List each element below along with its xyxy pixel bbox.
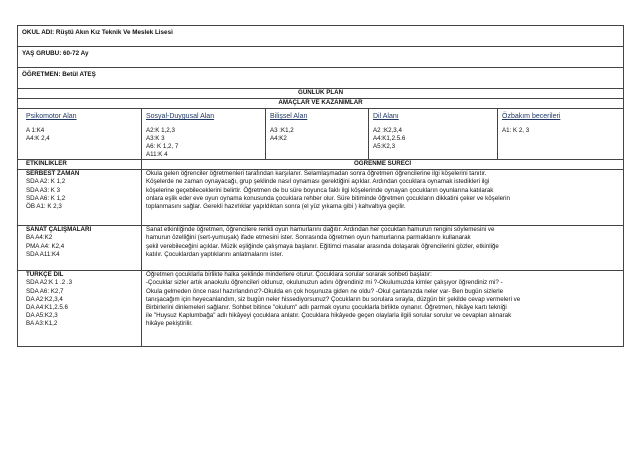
process-line: Öğretmen çocuklarla birlikte halka şeklinde minderlere oturur. Çocuklara sorular sorarak sohbeti başlatır: <box>146 271 432 279</box>
area-code: A3 :K1,2 <box>270 127 294 134</box>
process-column-header: ÖĞRENME SÜRECİ <box>142 160 624 170</box>
area-code: A1: K 2, 3 <box>502 127 530 134</box>
activity-code: SDA A11:K4 <box>26 250 60 258</box>
activity-free-time <box>18 170 142 226</box>
age-group: YAŞ GRUBU: 60-72 Ay <box>18 47 624 68</box>
activity-title: SANAT ÇALIŞMALARI <box>26 226 92 234</box>
area-title: Psikomotor Alan <box>26 113 77 120</box>
process-line: tanışacağım için heyecanlandım, siz bugün neler hissediyorsunuz? Çocukların bu sorulara sırayla, düzgün bir şekilde cevap vermeleri ve <box>146 295 521 303</box>
area-code: A2 :K2,3,4 <box>373 127 402 134</box>
activity-code: PMA A4: K2,4 <box>26 242 65 250</box>
area-code: A2:K 1,2,3 <box>146 127 175 134</box>
process-line: Okula gelen öğrenciler öğretmenleri tarafından karşılanır. Selamlaşmadan sonra öğretmen öğrencilerine ilgi köşelerini tanıtır. <box>146 170 487 178</box>
process-line: şekil verebileceğini açıklar. Müzik eşliğinde çalışmaya başlanır. Eğitimci masalar arasında dolaşarak öğrencilerini gözler, etkinliğe <box>146 242 499 250</box>
activity-turkish-language <box>18 271 142 347</box>
plan-title: GÜNLÜK PLAN <box>18 89 624 99</box>
area-social-emotional <box>142 109 266 160</box>
process-line: hikâye pekiştirilir. <box>146 319 193 327</box>
area-code: A4:K 2,4 <box>26 135 50 143</box>
process-line: toplanmasını sağlar. Gerekli hazırlıklar yapıldıktan sonra (el yüz yıkama gibi ) kahvaltıya geçilir. <box>146 202 406 210</box>
goals-title: AMAÇLAR VE KAZANIMLAR <box>18 99 624 109</box>
activity-code: SDA A6: K2,7 <box>26 287 64 295</box>
area-code: A6: K 1,2, 7 <box>146 143 179 151</box>
activity-code: BA A4:K2 <box>26 234 53 242</box>
area-title: Bilişsel Alan <box>270 113 308 120</box>
area-language <box>369 109 498 160</box>
process-line: Okula gelmeden önce nasıl hazırlandınız?-Okulda en çok hoşunuza giden ne oldu? -Okul çantanızda neler var- Ben bugün sizlerle <box>146 287 504 295</box>
school-name: OKUL ADI: Rüştü Akın Kız Teknik Ve Meslek Lisesi <box>18 26 624 47</box>
process-line: -Çocuklar sizler artık anaokulu öğrencileri oldunuz, okulunuzun adını öğrendiniz mi ?-Okulumuzda kimler çalışıyor öğrendiniz mi? - <box>146 279 503 287</box>
process-free-time <box>142 170 624 226</box>
process-line: hamurun özelliğini (sert-yumuşak) ifade etmesini ister. Sonrasında öğretmen oyun hamurlarına parmaklarını kullanarak <box>146 234 471 242</box>
area-title: Özbakım becerileri <box>502 113 561 120</box>
activity-code: SDA A3: K 3 <box>26 186 61 194</box>
area-cognitive <box>266 109 369 160</box>
area-title: Sosyal-Duygusal Alan <box>146 113 215 120</box>
activity-title: SERBEST ZAMAN <box>26 170 80 178</box>
teacher-name: ÖĞRETMEN: Betül ATEŞ <box>18 68 624 89</box>
process-line: ile "Huysuz Kaplumbağa" adlı hikâyeyi çocuklara anlatır. Çocuklara hikâyede geçen olaylarla ilgili sorular sorulur ve cevapları alınarak <box>146 311 512 319</box>
activity-code: SDA A2:K 1 .2 .3 <box>26 279 73 287</box>
area-code: A11:K 4 <box>146 151 168 159</box>
area-code: A 1:K4 <box>26 127 45 134</box>
process-turkish-language <box>142 271 624 347</box>
area-title: Dil Alanı <box>373 113 399 120</box>
activity-code: SDA A2: K 1,2 <box>26 178 66 186</box>
area-self-care <box>498 109 624 160</box>
activity-code: DA A2:K2,3,4 <box>26 295 63 303</box>
area-code: A5:K2,3 <box>373 143 396 151</box>
process-line: katılır. Çocuklardan yaptıklarını anlatmalarını ister. <box>146 250 284 258</box>
area-code: A4:K2 <box>270 135 287 143</box>
activity-code: DA A5:K2,3 <box>26 311 58 319</box>
plan-table <box>17 25 624 347</box>
process-art <box>142 226 624 271</box>
activity-code: BA A3:K1,2 <box>26 319 58 327</box>
activity-art <box>18 226 142 271</box>
process-line: Köşelerde ne zaman oynayacağı, grup şeklinde nasıl oynaması gerektiğini açıklar. Ardından çocuklara oynamak istedikleri ilgi <box>146 178 490 186</box>
area-psychomotor <box>18 109 142 160</box>
activity-code: SDA A6: K 1,2 <box>26 194 66 202</box>
process-line: Sanat etkinliğinde öğretmen, öğrencilere renkli oyun hamurlarını dağıtır. Ardından her çocuktan hamurun rengini söylemesini ve <box>146 226 495 234</box>
activity-title: TÜRKÇE DİL <box>26 271 64 279</box>
activity-code: ÖB A1: K 2,3 <box>26 202 62 210</box>
process-line: Birbirlerini dinlemeleri sağlanır. Sohbet bitince "okulum" adlı parmak oyunu çocuklarla birlikte oynanır. Öğretmen, hikâye kartı tekniği <box>146 303 507 311</box>
daily-plan-document <box>17 25 623 347</box>
area-code: A4:K1,2.5.6 <box>373 135 406 143</box>
area-code: A3:K 3 <box>146 135 165 143</box>
process-line: köşelerine geçebileceklerini belirtir. Öğretmen de bu süre boyunca faklı ilgi köşelerinde oynayan çocukların oyunlarına katılarak <box>146 186 494 194</box>
activities-column-header: ETKİNLİKLER <box>18 160 142 170</box>
process-line: onlara eşlik eder eve oyun oynama konusunda çocuklara rehber olur. Süre bitiminde öğretmen çocukların dikkatini çeker ve köşelerin <box>146 194 510 202</box>
activity-code: DA A4:K1,2.5.6 <box>26 303 68 311</box>
